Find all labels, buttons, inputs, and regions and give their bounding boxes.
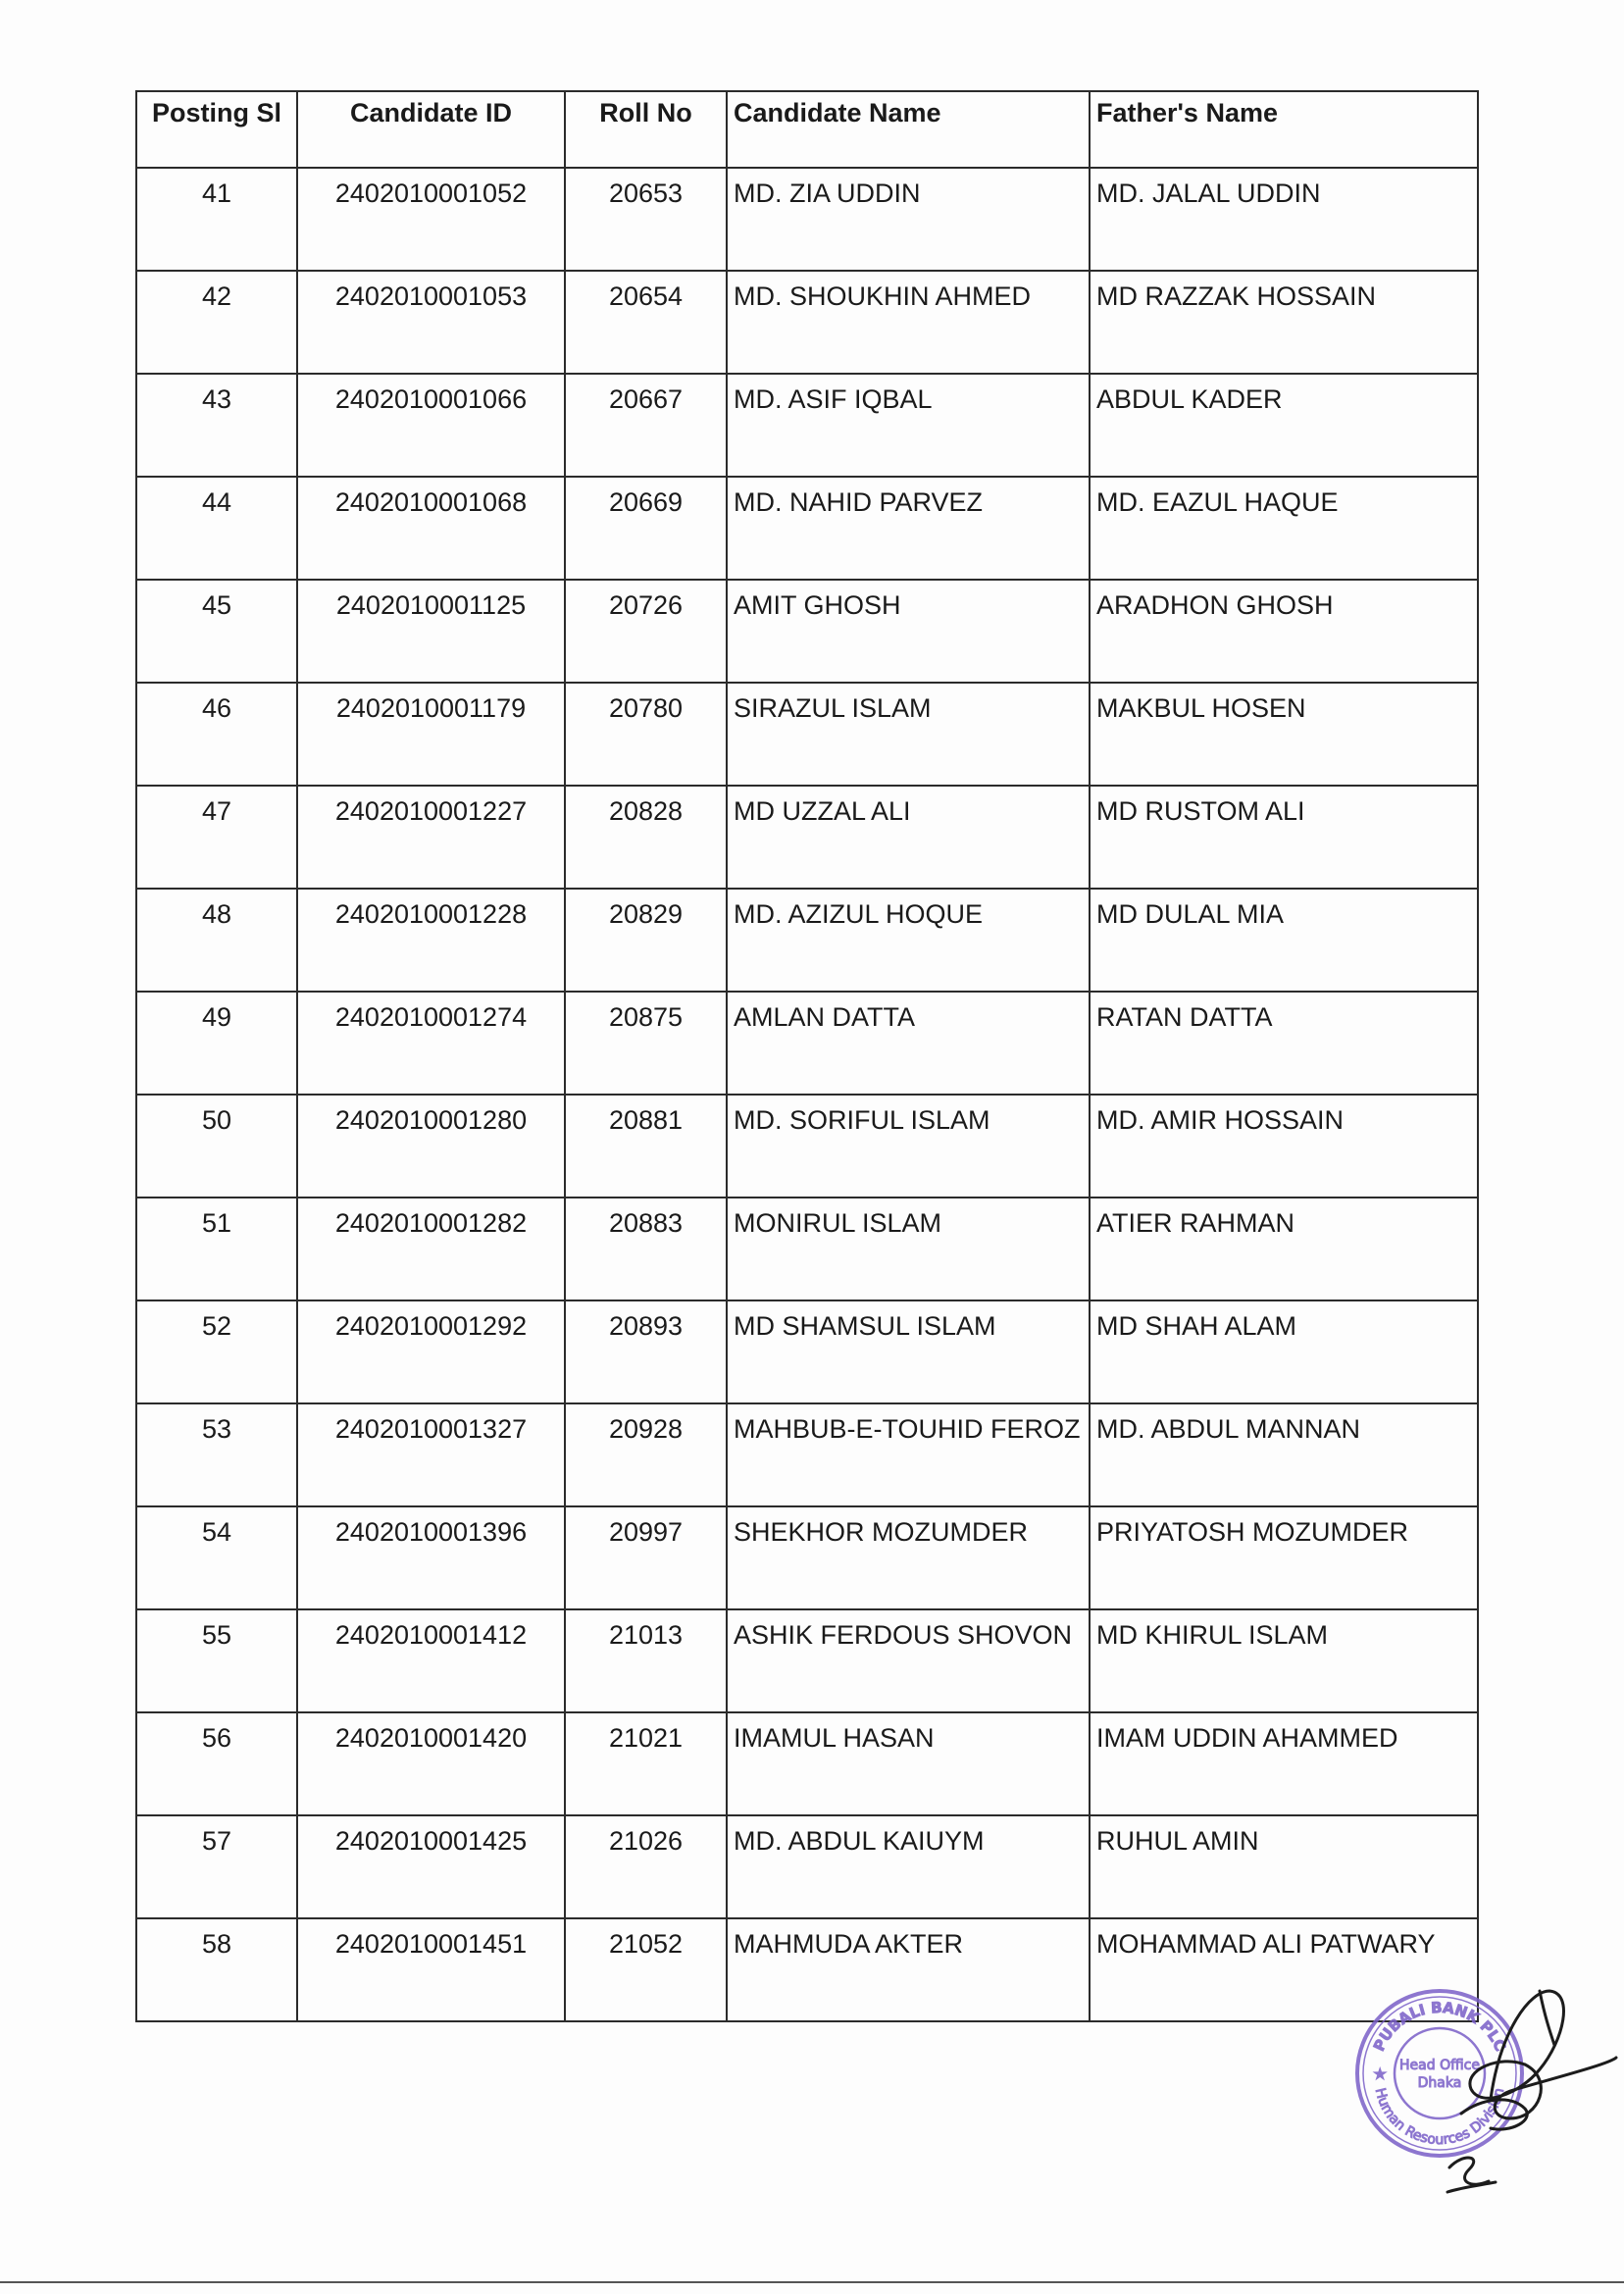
cell-roll-no: 20667 (565, 374, 727, 477)
cell-roll-no: 20726 (565, 580, 727, 683)
cell-roll-no: 20893 (565, 1300, 727, 1403)
cell-candidate-name: MD. ZIA UDDIN (727, 168, 1090, 271)
seal-star-icon: ★ (1373, 2065, 1388, 2083)
table-row (136, 1403, 1478, 1506)
cell-posting-sl: 46 (136, 683, 297, 786)
cell-posting-sl: 57 (136, 1815, 297, 1918)
cell-candidate-name: MD. ASIF IQBAL (727, 374, 1090, 477)
cell-candidate-name: MAHBUB-E-TOUHID FEROZ (727, 1403, 1090, 1506)
cell-posting-sl: 54 (136, 1506, 297, 1609)
seal-bottom-text: Human Resources Division (1371, 2086, 1508, 2149)
cell-roll-no: 20653 (565, 168, 727, 271)
cell-candidate-name: MD. AZIZUL HOQUE (727, 889, 1090, 992)
cell-candidate-name: SHEKHOR MOZUMDER (727, 1506, 1090, 1609)
header-candidate-name: Candidate Name (727, 91, 1090, 168)
cell-candidate-id: 2402010001451 (297, 1918, 565, 2021)
cell-candidate-id: 2402010001125 (297, 580, 565, 683)
table-row (136, 786, 1478, 889)
seal-center-line1: Head Office (1399, 2058, 1480, 2073)
header-posting-sl: Posting Sl (136, 91, 297, 168)
cell-roll-no: 21013 (565, 1609, 727, 1712)
cell-candidate-id: 2402010001227 (297, 786, 565, 889)
cell-candidate-name: IMAMUL HASAN (727, 1712, 1090, 1815)
table-row (136, 1918, 1478, 2021)
bottom-rule (0, 2281, 1624, 2283)
cell-roll-no: 21026 (565, 1815, 727, 1918)
cell-fathers-name: MAKBUL HOSEN (1090, 683, 1478, 786)
header-candidate-id: Candidate ID (297, 91, 565, 168)
cell-candidate-name: MAHMUDA AKTER (727, 1918, 1090, 2021)
cell-candidate-name: MD UZZAL ALI (727, 786, 1090, 889)
cell-candidate-id: 2402010001068 (297, 477, 565, 580)
cell-candidate-id: 2402010001420 (297, 1712, 565, 1815)
cell-candidate-name: ASHIK FERDOUS SHOVON (727, 1609, 1090, 1712)
table-row (136, 992, 1478, 1095)
table-row (136, 889, 1478, 992)
cell-fathers-name: ARADHON GHOSH (1090, 580, 1478, 683)
table-row (136, 1300, 1478, 1403)
cell-fathers-name: ABDUL KADER (1090, 374, 1478, 477)
table-header-row (136, 91, 1478, 168)
cell-posting-sl: 51 (136, 1198, 297, 1300)
cell-roll-no: 20780 (565, 683, 727, 786)
cell-posting-sl: 45 (136, 580, 297, 683)
cell-posting-sl: 48 (136, 889, 297, 992)
cell-roll-no: 20829 (565, 889, 727, 992)
cell-roll-no: 20881 (565, 1095, 727, 1198)
cell-roll-no: 20669 (565, 477, 727, 580)
handwritten-signature (1353, 1971, 1618, 2207)
cell-candidate-id: 2402010001292 (297, 1300, 565, 1403)
cell-roll-no: 20828 (565, 786, 727, 889)
cell-candidate-name: MONIRUL ISLAM (727, 1198, 1090, 1300)
table-row (136, 168, 1478, 271)
cell-posting-sl: 42 (136, 271, 297, 374)
cell-candidate-name: MD. SHOUKHIN AHMED (727, 271, 1090, 374)
table-row (136, 1712, 1478, 1815)
cell-fathers-name: MD RUSTOM ALI (1090, 786, 1478, 889)
cell-candidate-id: 2402010001396 (297, 1506, 565, 1609)
header-fathers-name: Father's Name (1090, 91, 1478, 168)
table-row (136, 580, 1478, 683)
cell-posting-sl: 53 (136, 1403, 297, 1506)
cell-fathers-name: RATAN DATTA (1090, 992, 1478, 1095)
cell-candidate-id: 2402010001052 (297, 168, 565, 271)
table-row (136, 1198, 1478, 1300)
cell-candidate-id: 2402010001228 (297, 889, 565, 992)
cell-candidate-name: MD SHAMSUL ISLAM (727, 1300, 1090, 1403)
cell-posting-sl: 52 (136, 1300, 297, 1403)
cell-candidate-id: 2402010001053 (297, 271, 565, 374)
table-row (136, 683, 1478, 786)
cell-posting-sl: 43 (136, 374, 297, 477)
cell-candidate-name: MD. SORIFUL ISLAM (727, 1095, 1090, 1198)
cell-fathers-name: ATIER RAHMAN (1090, 1198, 1478, 1300)
cell-fathers-name: MD. AMIR HOSSAIN (1090, 1095, 1478, 1198)
cell-candidate-name: SIRAZUL ISLAM (727, 683, 1090, 786)
cell-fathers-name: MD KHIRUL ISLAM (1090, 1609, 1478, 1712)
cell-fathers-name: MD SHAH ALAM (1090, 1300, 1478, 1403)
cell-roll-no: 21021 (565, 1712, 727, 1815)
cell-roll-no: 20928 (565, 1403, 727, 1506)
cell-candidate-name: MD. NAHID PARVEZ (727, 477, 1090, 580)
table-row (136, 1095, 1478, 1198)
cell-candidate-name: AMIT GHOSH (727, 580, 1090, 683)
cell-roll-no: 20997 (565, 1506, 727, 1609)
cell-fathers-name: RUHUL AMIN (1090, 1815, 1478, 1918)
posting-table (135, 90, 1479, 2022)
cell-candidate-id: 2402010001412 (297, 1609, 565, 1712)
cell-roll-no: 20883 (565, 1198, 727, 1300)
cell-roll-no: 20875 (565, 992, 727, 1095)
cell-fathers-name: MD. JALAL UDDIN (1090, 168, 1478, 271)
table-row (136, 1609, 1478, 1712)
cell-fathers-name: MD RAZZAK HOSSAIN (1090, 271, 1478, 374)
cell-candidate-name: MD. ABDUL KAIUYM (727, 1815, 1090, 1918)
table-body (136, 168, 1478, 2021)
cell-fathers-name: MD. EAZUL HAQUE (1090, 477, 1478, 580)
cell-candidate-id: 2402010001066 (297, 374, 565, 477)
cell-candidate-id: 2402010001327 (297, 1403, 565, 1506)
cell-fathers-name: PRIYATOSH MOZUMDER (1090, 1506, 1478, 1609)
cell-roll-no: 20654 (565, 271, 727, 374)
cell-roll-no: 21052 (565, 1918, 727, 2021)
seal-top-text: PUBALI BANK PLC (1369, 1998, 1510, 2055)
cell-candidate-id: 2402010001280 (297, 1095, 565, 1198)
header-roll-no: Roll No (565, 91, 727, 168)
cell-candidate-name: AMLAN DATTA (727, 992, 1090, 1095)
cell-fathers-name: MD DULAL MIA (1090, 889, 1478, 992)
table-row (136, 1815, 1478, 1918)
table-row (136, 477, 1478, 580)
cell-posting-sl: 56 (136, 1712, 297, 1815)
cell-candidate-id: 2402010001274 (297, 992, 565, 1095)
cell-posting-sl: 58 (136, 1918, 297, 2021)
cell-candidate-id: 2402010001179 (297, 683, 565, 786)
cell-posting-sl: 49 (136, 992, 297, 1095)
table-row (136, 1506, 1478, 1609)
cell-posting-sl: 44 (136, 477, 297, 580)
seal-center-line2: Dhaka (1417, 2075, 1462, 2091)
cell-posting-sl: 47 (136, 786, 297, 889)
cell-posting-sl: 50 (136, 1095, 297, 1198)
cell-posting-sl: 55 (136, 1609, 297, 1712)
cell-posting-sl: 41 (136, 168, 297, 271)
cell-candidate-id: 2402010001425 (297, 1815, 565, 1918)
cell-fathers-name: MOHAMMAD ALI PATWARY (1090, 1918, 1478, 2021)
cell-fathers-name: MD. ABDUL MANNAN (1090, 1403, 1478, 1506)
table-row (136, 374, 1478, 477)
table-row (136, 271, 1478, 374)
cell-candidate-id: 2402010001282 (297, 1198, 565, 1300)
cell-fathers-name: IMAM UDDIN AHAMMED (1090, 1712, 1478, 1815)
